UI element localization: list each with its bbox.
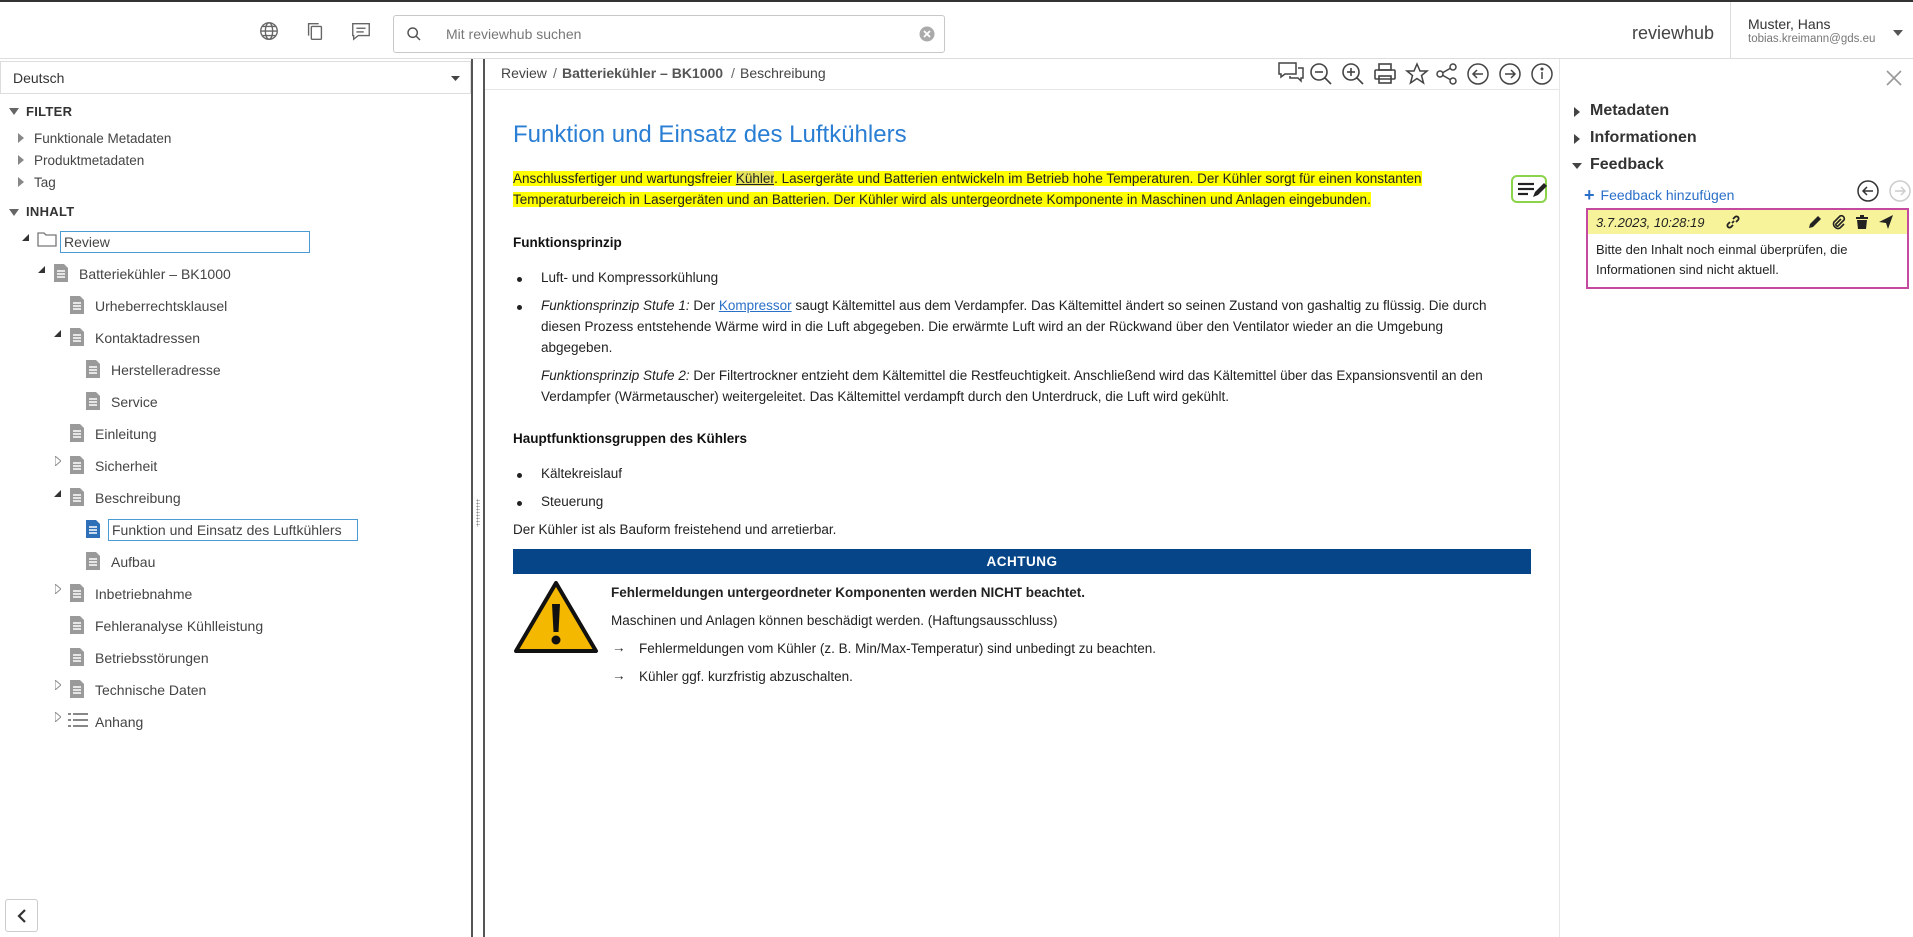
- previous-feedback-icon[interactable]: [1856, 179, 1880, 203]
- stage-1-text-2: diesen Prozess entstehende Wärme wird in die Luft abgegeben. Die erwärmte Luft wird an der Rückwand über den Ventilator wieder an die Umgebung: [541, 319, 1444, 334]
- expanded-triangle-icon[interactable]: [38, 266, 45, 273]
- previous-arrow-icon[interactable]: [1466, 62, 1490, 86]
- next-feedback-icon[interactable]: [1888, 179, 1912, 203]
- user-menu[interactable]: [1730, 2, 1913, 59]
- language-select[interactable]: [0, 61, 471, 94]
- tree-item-review[interactable]: Review: [60, 231, 310, 253]
- intro-text-2: . Lasergeräte und Batterien entwickeln im Betrieb hohe Temperaturen. Der Kühler sorgt für einen konstanten: [774, 171, 1422, 186]
- document-icon: [69, 295, 85, 315]
- stage-1-label: Funktionsprinzip Stufe 1:: [541, 298, 690, 313]
- expand-triangle-icon[interactable]: [55, 712, 61, 722]
- tree-item-technical-data[interactable]: Technische Daten: [95, 682, 207, 698]
- stage-2-text-1: Der Filtertrockner entzieht dem Kältemittel die Restfeuchtigkeit. Anschließend wird das Kältemittel über das Expansionsventil an den: [689, 368, 1483, 383]
- filter-product-metadata[interactable]: Produktmetadaten: [34, 153, 145, 168]
- add-feedback-button[interactable]: [1584, 185, 1734, 206]
- send-icon[interactable]: [1878, 214, 1894, 230]
- arrow-icon: →: [612, 668, 626, 683]
- document-icon: [85, 391, 101, 411]
- expand-triangle-icon[interactable]: [1574, 134, 1580, 144]
- bullet-text: Luft- und Kompressorkühlung: [541, 270, 719, 285]
- breadcrumb-separator: /: [731, 65, 735, 81]
- filter-tag[interactable]: Tag: [34, 175, 56, 190]
- bullet: [517, 473, 522, 478]
- plus-icon: +: [1584, 185, 1595, 205]
- breadcrumb-description: Beschreibung: [740, 65, 826, 81]
- star-icon[interactable]: [1405, 62, 1429, 86]
- intro-paragraph: [513, 168, 1422, 210]
- filter-section-title: FILTER: [26, 104, 73, 119]
- tree-item-safety[interactable]: Sicherheit: [95, 458, 158, 474]
- chevron-down-icon: [451, 76, 460, 81]
- warning-text: Maschinen und Anlagen können beschädigt werden. (Haftungsausschluss): [611, 613, 1058, 628]
- zoom-in-icon[interactable]: [1341, 62, 1365, 86]
- tree-item-appendix[interactable]: Anhang: [95, 714, 144, 730]
- tree-item-error-analysis[interactable]: Fehleranalyse Kühlleistung: [95, 618, 264, 634]
- share-icon[interactable]: [1435, 62, 1459, 86]
- section-feedback[interactable]: Feedback: [1590, 156, 1664, 173]
- search-box[interactable]: [393, 15, 945, 53]
- chevron-left-icon: [15, 908, 29, 924]
- stage-1-text-3: abgegeben.: [541, 340, 613, 355]
- stage-1-text-pre: Der: [689, 298, 719, 313]
- heading-funktionsprinzip: Funktionsprinzip: [513, 235, 622, 250]
- document-icon: [85, 551, 101, 571]
- expand-triangle-icon[interactable]: [55, 584, 61, 594]
- heading-groups: Hauptfunktionsgruppen des Kühlers: [513, 431, 748, 446]
- expand-triangle-icon[interactable]: [18, 155, 24, 165]
- feedback-header: [1588, 210, 1907, 234]
- intro-text-3: Temperaturbereich in Lasergeräten und an Batterien. Der Kühler wird als untergeordnete Komponente in Maschinen und Anlagen eingebunden.: [513, 192, 1371, 207]
- document-title: Funktion und Einsatz des Luftkühlers: [513, 121, 907, 148]
- active-document-icon: [85, 519, 101, 539]
- trash-icon[interactable]: [1854, 214, 1870, 230]
- expand-triangle-icon[interactable]: [18, 177, 24, 187]
- warning-step: Kühler ggf. kurzfristig abzuschalten.: [639, 669, 853, 684]
- expand-triangle-icon[interactable]: [55, 680, 61, 690]
- zoom-out-icon[interactable]: [1309, 62, 1333, 86]
- stage-2-text-2: Verdampfer (Wärmetauscher) weitergeleitet. Das Kältemittel verdampft durch den Unterdruck, die Luft wird gekühlt.: [541, 389, 1230, 404]
- document-icon: [69, 423, 85, 443]
- warning-banner: ACHTUNG: [513, 549, 1531, 574]
- compressor-link[interactable]: Kompressor: [718, 298, 792, 313]
- top-bar: [0, 0, 1913, 59]
- tree-item-function[interactable]: Funktion und Einsatz des Luftkühlers: [108, 519, 358, 541]
- tree-item-description[interactable]: Beschreibung: [95, 490, 181, 506]
- bullet: [517, 277, 522, 282]
- document-icon: [69, 679, 85, 699]
- breadcrumb-review[interactable]: Review: [501, 65, 547, 81]
- comments-icon[interactable]: [1278, 62, 1302, 86]
- warning-heading: Fehlermeldungen untergeordneter Komponenten werden NICHT beachtet.: [611, 585, 1086, 600]
- feedback-card[interactable]: [1586, 208, 1909, 289]
- expand-triangle-icon[interactable]: [55, 456, 61, 466]
- section-information[interactable]: Informationen: [1590, 129, 1697, 146]
- document-view: [485, 59, 1560, 937]
- stage-2-paragraph: [541, 365, 1483, 407]
- expand-triangle-icon[interactable]: [18, 133, 24, 143]
- highlighted-word[interactable]: Kühler: [735, 171, 775, 186]
- tree-item-commissioning[interactable]: Inbetriebnahme: [95, 586, 193, 602]
- search-input[interactable]: [446, 22, 896, 46]
- collapse-triangle-icon[interactable]: [9, 108, 19, 115]
- tree-item-introduction[interactable]: Einleitung: [95, 426, 157, 442]
- globe-icon[interactable]: [258, 20, 282, 44]
- clear-search-icon[interactable]: [918, 25, 936, 43]
- stage-1-text-1: saugt Kältemittel aus dem Verdampfer. Das Kältemittel ändert so seinen Zustand von gashaltig zu flüssig. Die durch: [791, 298, 1487, 313]
- expand-triangle-icon[interactable]: [1574, 107, 1580, 117]
- document-icon: [69, 327, 85, 347]
- tree-item-service[interactable]: Service: [111, 394, 158, 410]
- tree-item-contacts[interactable]: Kontaktadressen: [95, 330, 201, 346]
- user-name: Muster, Hans: [1748, 16, 1831, 32]
- document-icon: [69, 487, 85, 507]
- edit-note-icon: [1517, 180, 1547, 200]
- group-item: Steuerung: [541, 494, 604, 509]
- intro-text-1: Anschlussfertiger und wartungsfreier: [513, 171, 736, 186]
- expanded-triangle-icon[interactable]: [54, 330, 61, 337]
- arrow-icon: →: [612, 640, 626, 655]
- panel-splitter[interactable]: [471, 59, 485, 937]
- breadcrumb-bk1000[interactable]: Batteriekühler – BK1000: [562, 65, 724, 81]
- tree-item-malfunctions[interactable]: Betriebsstörungen: [95, 650, 209, 666]
- next-arrow-icon[interactable]: [1498, 62, 1522, 86]
- chevron-down-icon[interactable]: [1893, 30, 1903, 36]
- feedback-date: 3.7.2023, 10:28:19: [1596, 215, 1705, 230]
- app-brand: reviewhub: [1632, 23, 1715, 43]
- review-sidebar: [1560, 59, 1913, 937]
- warning-triangle-icon: [513, 580, 599, 654]
- info-icon[interactable]: [1530, 62, 1554, 86]
- user-email: tobias.kreimann@gds.eu: [1748, 33, 1876, 45]
- breadcrumb-separator: /: [553, 65, 557, 81]
- navigation-panel: [0, 59, 472, 937]
- attachment-icon[interactable]: [1830, 214, 1846, 230]
- collapse-triangle-icon[interactable]: [1572, 163, 1582, 169]
- section-metadata[interactable]: Metadaten: [1590, 102, 1670, 119]
- document-icon: [69, 583, 85, 603]
- warning-step: Fehlermeldungen vom Kühler (z. B. Min/Max-Temperatur) sind unbedingt zu beachten.: [639, 641, 1157, 656]
- expanded-triangle-icon[interactable]: [54, 490, 61, 497]
- stage-2-label: Funktionsprinzip Stufe 2:: [541, 368, 690, 383]
- tree-item-bk1000[interactable]: Batteriekühler – BK1000: [79, 266, 231, 282]
- print-icon[interactable]: [1373, 62, 1397, 86]
- collapse-panel-button[interactable]: [5, 899, 38, 932]
- link-icon[interactable]: [1725, 214, 1741, 230]
- add-feedback-label: Feedback hinzufügen: [1600, 187, 1735, 203]
- document-icon: [85, 359, 101, 379]
- list-icon: [68, 712, 88, 728]
- bauform-text: Der Kühler ist als Bauform freistehend und arretierbar.: [513, 522, 837, 537]
- language-value: Deutsch: [13, 70, 65, 86]
- copy-icon[interactable]: [304, 20, 328, 44]
- comment-icon[interactable]: [350, 20, 374, 44]
- document-icon: [69, 615, 85, 635]
- feedback-text: Bitte den Inhalt noch einmal überprüfen, die Informationen sind nicht aktuell.: [1596, 242, 1848, 277]
- tree-item-copyright[interactable]: Urheberrechtsklausel: [95, 298, 228, 314]
- tree-item-manufacturer-address[interactable]: Herstelleradresse: [111, 362, 221, 378]
- edit-annotation-button[interactable]: [1511, 175, 1547, 203]
- search-icon: [406, 26, 422, 42]
- folder-icon: [37, 231, 57, 247]
- close-icon[interactable]: [1885, 69, 1903, 87]
- bullet-stage-1: [541, 295, 1487, 358]
- edit-icon[interactable]: [1807, 214, 1823, 230]
- document-icon: [69, 647, 85, 667]
- bullet: [517, 305, 522, 310]
- filter-functional-metadata[interactable]: Funktionale Metadaten: [34, 131, 172, 146]
- tree-item-structure[interactable]: Aufbau: [111, 554, 156, 570]
- expanded-triangle-icon[interactable]: [22, 234, 29, 241]
- bullet: [517, 501, 522, 506]
- group-item: Kältekreislauf: [541, 466, 623, 481]
- document-icon: [69, 455, 85, 475]
- collapse-triangle-icon[interactable]: [9, 209, 19, 216]
- content-section-title: INHALT: [26, 204, 75, 219]
- document-icon: [53, 263, 69, 283]
